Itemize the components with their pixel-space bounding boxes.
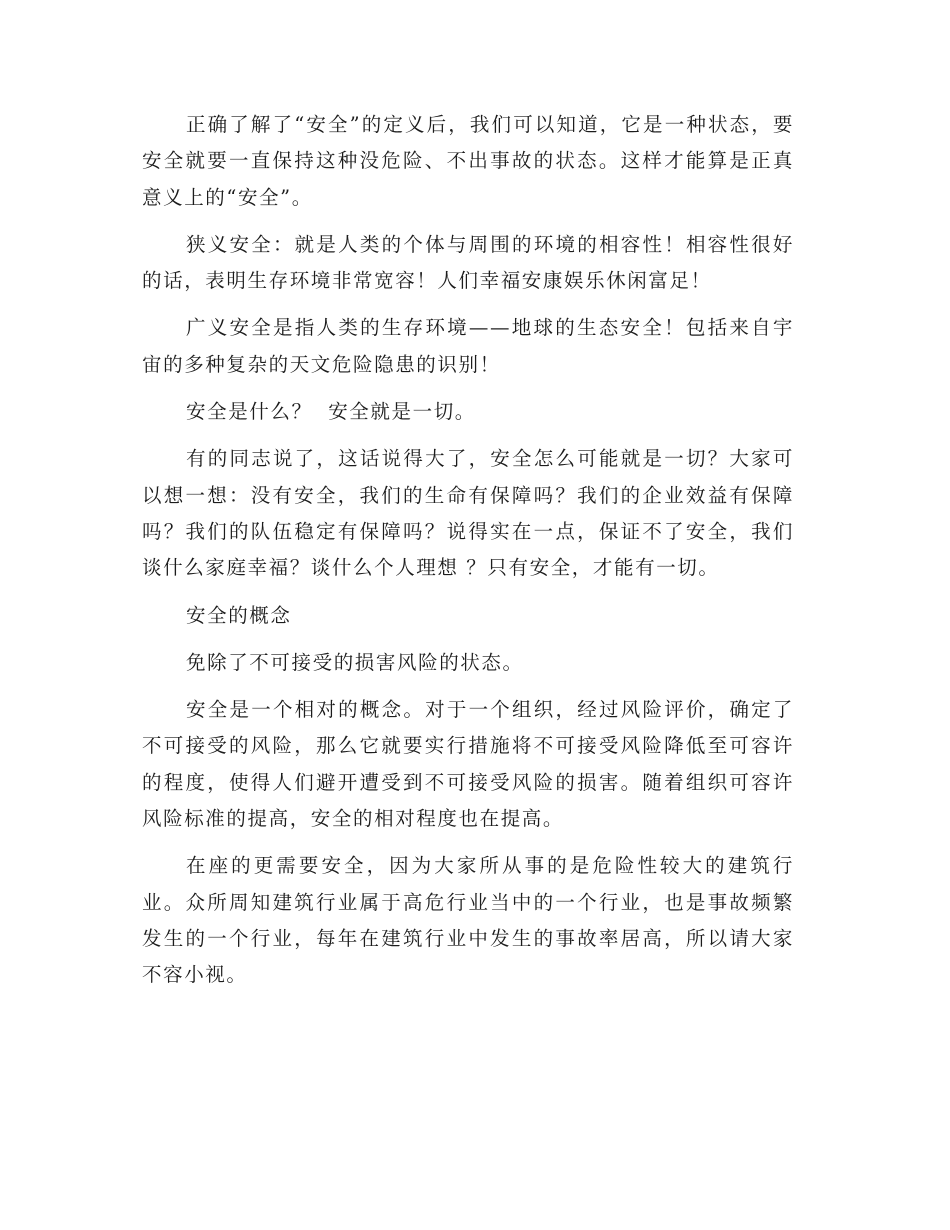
section-heading: 安全的概念 <box>186 603 292 627</box>
paragraph: 狭义安全：就是人类的个体与周围的环境的相容性！相容性很好的话，表明生存环境非常宽容！人们幸福安康娱乐休闲富足！ <box>142 232 794 293</box>
paragraph: 安全是什么？ 安全就是一切。 <box>186 400 476 424</box>
paragraph: 安全是一个相对的概念。对于一个组织，经过风险评价，确定了不可接受的风险，那么它就要实行措施将不可接受风险降低至可容许的程度，使得人们避开遭受到不可接受风险的损害。随着组织可容许风险标准的提高，安全的相对程度也在提高。 <box>142 698 794 831</box>
paragraph: 在座的更需要安全，因为大家所从事的是危险性较大的建筑行业。众所周知建筑行业属于高危行业当中的一个行业，也是事故频繁发生的一个行业，每年在建筑行业中发生的事故率居高，所以请大家不容小视。 <box>142 854 794 987</box>
paragraph: 广义安全是指人类的生存环境——地球的生态安全！包括来自宇宙的多种复杂的天文危险隐患的识别！ <box>142 316 794 376</box>
document-body <box>142 107 794 1005</box>
paragraph: 免除了不可接受的损害风险的状态。 <box>186 650 524 674</box>
paragraph: 正确了解了“安全”的定义后，我们可以知道，它是一种状态，要安全就要一直保持这种没危险、不出事故的状态。这样才能算是正真意义上的“安全”。 <box>142 113 794 209</box>
paragraph: 有的同志说了，这话说得大了，安全怎么可能就是一切？大家可以想一想：没有安全，我们的生命有保障吗？我们的企业效益有保障吗？我们的队伍稳定有保障吗？说得实在一点，保证不了安全，我们谈什么家庭幸福？谈什么个人理想 ？只有安全，才能有一切。 <box>142 447 794 580</box>
